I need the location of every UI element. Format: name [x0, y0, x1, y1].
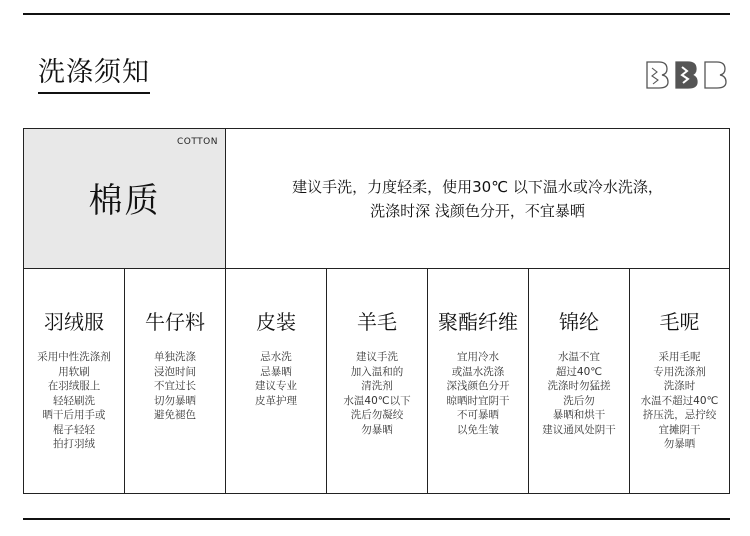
- fabric-cell-down: [24, 269, 125, 493]
- fabric-cell-nylon: [529, 269, 630, 493]
- fabric-title: 羽绒服: [44, 310, 104, 334]
- care-table: [23, 128, 730, 494]
- fabric-title: 牛仔料: [145, 310, 205, 334]
- bottom-rule: [23, 518, 730, 520]
- cotton-tag: COTTON: [176, 137, 218, 147]
- fabric-cell-polyester: [428, 269, 529, 493]
- top-rule: [23, 13, 730, 15]
- logo-letter-1: [644, 60, 670, 90]
- fabric-title: 羊毛: [357, 310, 397, 334]
- fabric-text: 采用毛呢 专用洗涤剂 洗涤时 水温不超过40℃ 挤压洗，忌拧绞 宜摊阴干 勿暴晒: [640, 351, 719, 450]
- logo-letter-3: [702, 60, 728, 90]
- fabric-cell-leather: [226, 269, 327, 493]
- fabric-text: 宜用冷水 或温水洗涤 深浅颜色分开 晾晒时宜阴干 不可暴晒 以免生皱: [446, 351, 510, 436]
- fabric-title: 毛呢: [659, 310, 700, 334]
- cotton-description: [226, 129, 729, 268]
- fabric-text: 单独洗涤 浸泡时间 不宜过长 切勿暴晒 避免褪色: [154, 351, 196, 421]
- fabric-text: 建议手洗 加入温和的 清洗剂 水温40℃以下 洗后勿凝绞 勿暴晒: [343, 351, 411, 436]
- fabric-cell-wool: [327, 269, 428, 493]
- fabric-title: 锦纶: [559, 310, 599, 334]
- fabric-title: 聚酯纤维: [438, 310, 518, 334]
- fabric-text: 水温不宜 超过40℃ 洗涤时勿猛搓 洗后勿 暴晒和烘干 建议通风处阴干: [542, 351, 616, 436]
- cotton-desc-line1: 建议手洗，力度轻柔，使用30℃ 以下温水或冷水洗涤，: [292, 177, 663, 196]
- page-title: 洗涤须知: [38, 56, 150, 94]
- cotton-label-cell: [24, 129, 226, 268]
- fabric-title: 皮装: [256, 310, 296, 334]
- cotton-title: 棉质: [88, 181, 161, 221]
- fabric-cell-wool-coat: [630, 269, 729, 493]
- brand-logo: [644, 60, 728, 90]
- logo-letter-2: [673, 60, 699, 90]
- fabric-text: 采用中性洗涤剂 用软刷 在羽绒服上 轻轻刷洗 晒干后用手或 棍子轻轻 拍打羽绒: [37, 351, 111, 450]
- cotton-desc-line2: 洗涤时深 浅颜色分开，不宜暴晒: [370, 201, 585, 220]
- fabric-text: 忌水洗 忌暴晒 建议专业 皮革护理: [255, 351, 297, 407]
- fabric-row: [24, 269, 729, 493]
- fabric-cell-denim: [125, 269, 226, 493]
- cotton-row: [24, 129, 729, 269]
